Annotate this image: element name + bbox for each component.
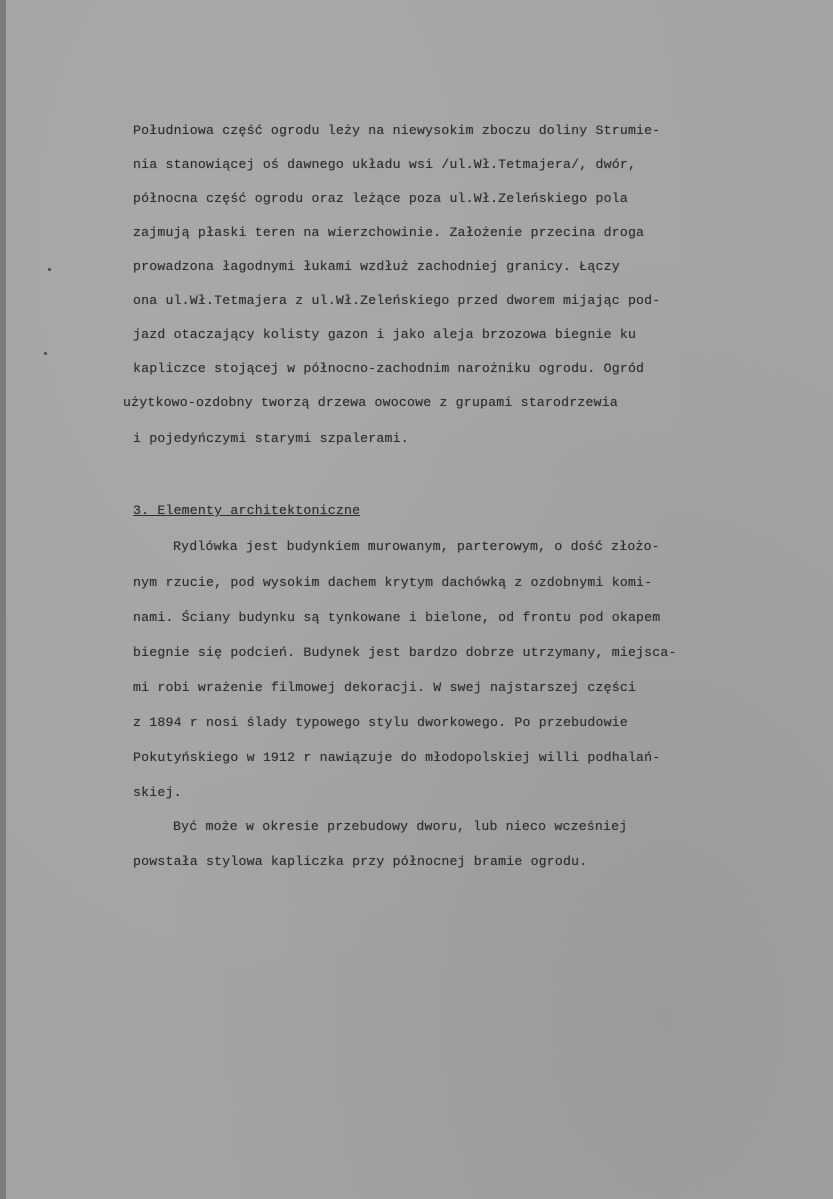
text-line: z 1894 r nosi ślady typowego stylu dworkowego. Po przebudowie (133, 715, 628, 730)
text-line: powstała stylowa kapliczka przy północnej bramie ogrodu. (133, 854, 588, 869)
section-heading: 3. Elementy architektoniczne (133, 503, 361, 518)
text-line: Być może w okresie przebudowy dworu, lub nieco wcześniej (173, 819, 628, 834)
text-line: jazd otaczający kolisty gazon i jako aleja brzozowa biegnie ku (133, 327, 637, 342)
text-line: i pojedyńczymi starymi szpalerami. (133, 431, 409, 446)
text-line: północna część ogrodu oraz leżące poza ul.Wł.Zeleńskiego pola (133, 191, 628, 206)
text-line: Południowa część ogrodu leży na niewysokim zboczu doliny Strumie- (133, 123, 661, 138)
text-line: nym rzucie, pod wysokim dachem krytym dachówką z ozdobnymi komi- (133, 575, 653, 590)
text-line: użytkowo-ozdobny tworzą drzewa owocowe z grupami starodrzewia (123, 395, 618, 410)
text-line: kapliczce stojącej w północno-zachodnim narożniku ogrodu. Ogród (133, 361, 645, 376)
text-line: mi robi wrażenie filmowej dekoracji. W swej najstarszej części (133, 680, 637, 695)
text-line: Pokutyńskiego w 1912 r nawiązuje do młodopolskiej willi podhalań- (133, 750, 661, 765)
text-line: zajmują płaski teren na wierzchowinie. Założenie przecina droga (133, 225, 645, 240)
margin-dot (48, 268, 51, 271)
text-line: nia stanowiącej oś dawnego układu wsi /ul.Wł.Tetmajera/, dwór, (133, 157, 637, 172)
text-line: biegnie się podcień. Budynek jest bardzo dobrze utrzymany, miejsca- (133, 645, 677, 660)
text-line: nami. Ściany budynku są tynkowane i bielone, od frontu pod okapem (133, 610, 661, 625)
text-line: skiej. (133, 785, 182, 800)
text-line: prowadzona łagodnymi łukami wzdłuż zachodniej granicy. Łączy (133, 259, 620, 274)
text-line: Rydlówka jest budynkiem murowanym, parterowym, o dość złożo- (173, 539, 660, 554)
text-line: ona ul.Wł.Tetmajera z ul.Wł.Zeleńskiego przed dworem mijając pod- (133, 293, 661, 308)
scan-edge (0, 0, 6, 1199)
margin-dot (44, 352, 47, 355)
